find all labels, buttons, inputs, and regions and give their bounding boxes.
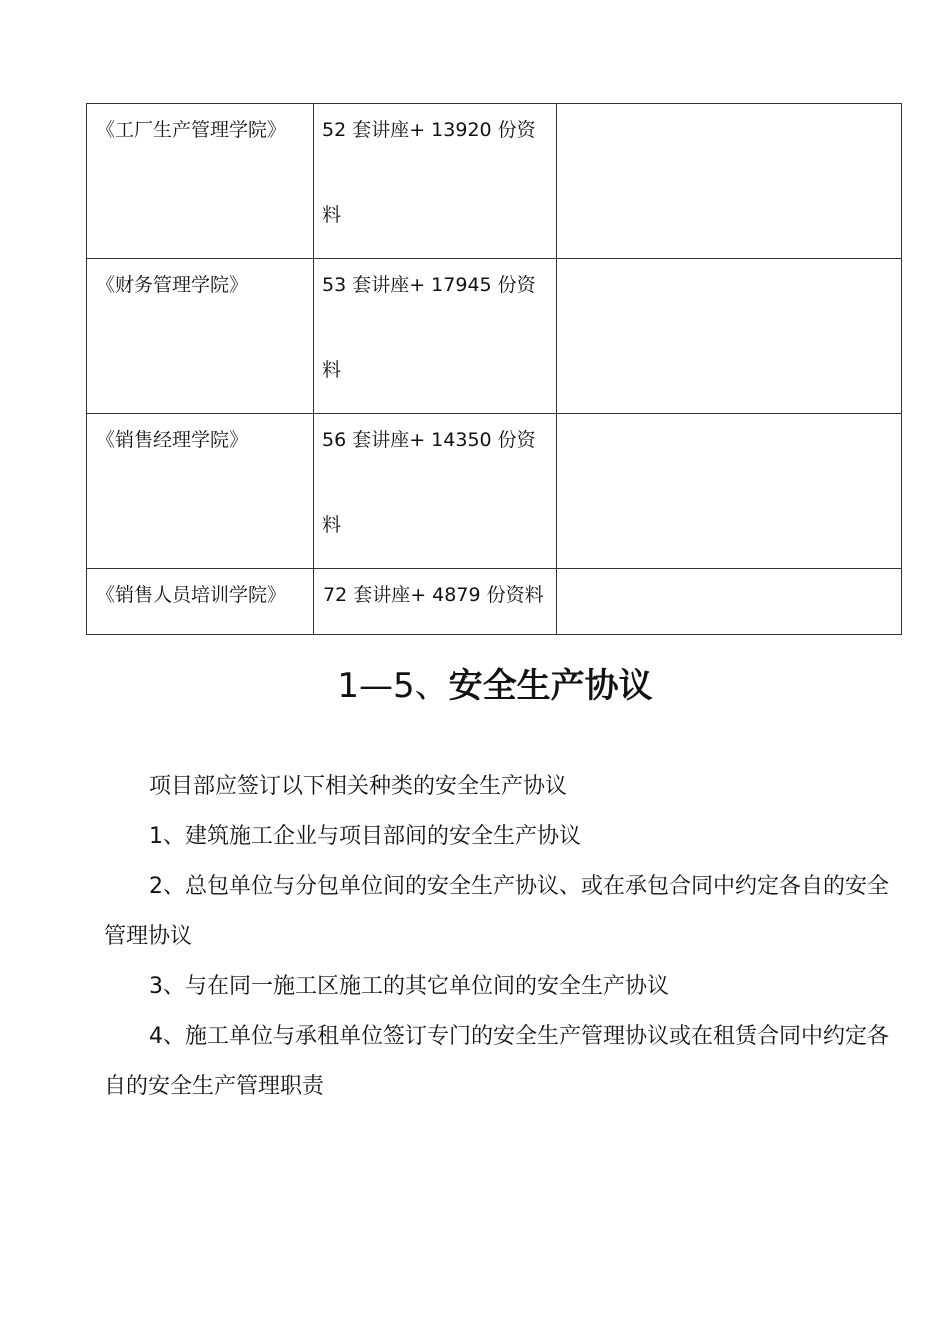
course-content-cell xyxy=(314,569,557,635)
course-name-cell xyxy=(87,259,314,414)
course-name: 《工厂生产管理学院》 xyxy=(96,119,287,141)
section-number: 1—5、 xyxy=(337,666,449,706)
section-title: 安全生产协议 xyxy=(448,666,653,706)
course-name: 《财务管理学院》 xyxy=(96,274,249,296)
paragraph-intro: 项目部应签订以下相关种类的安全生产协议 xyxy=(149,774,568,799)
course-name: 《销售经理学院》 xyxy=(96,429,249,451)
course-note xyxy=(557,104,901,121)
course-name-cell xyxy=(87,569,314,635)
section-heading xyxy=(0,664,950,708)
paragraph-item-2: 2、总包单位与分包单位间的安全生产协议、或在承包合同中约定各自的安全管理协议 xyxy=(104,874,889,949)
course-name-cell xyxy=(87,414,314,569)
course-note-cell xyxy=(557,569,902,635)
table-row xyxy=(87,414,902,569)
course-content: 52 套讲座+ 13920 份资料 xyxy=(322,119,536,226)
body-text xyxy=(104,762,894,1112)
course-note-cell xyxy=(557,104,902,259)
course-name: 《销售人员培训学院》 xyxy=(96,584,287,606)
course-content: 56 套讲座+ 14350 份资料 xyxy=(322,429,536,536)
course-content: 53 套讲座+ 17945 份资料 xyxy=(322,274,536,381)
paragraph-item-1: 1、建筑施工企业与项目部间的安全生产协议 xyxy=(149,824,581,849)
table-row xyxy=(87,569,902,635)
course-note-cell xyxy=(557,414,902,569)
course-note xyxy=(557,414,901,431)
course-name-cell xyxy=(87,104,314,259)
course-content-cell xyxy=(314,414,557,569)
paragraph-item-4: 4、施工单位与承租单位签订专门的安全生产管理协议或在租赁合同中约定各自的安全生产管理职责 xyxy=(104,1024,889,1099)
course-note xyxy=(557,569,901,586)
paragraph-item-3: 3、与在同一施工区施工的其它单位间的安全生产协议 xyxy=(149,974,669,999)
course-catalog-table xyxy=(86,103,902,635)
course-note xyxy=(557,259,901,276)
course-note-cell xyxy=(557,259,902,414)
course-content: 72 套讲座+ 4879 份资料 xyxy=(323,584,544,606)
